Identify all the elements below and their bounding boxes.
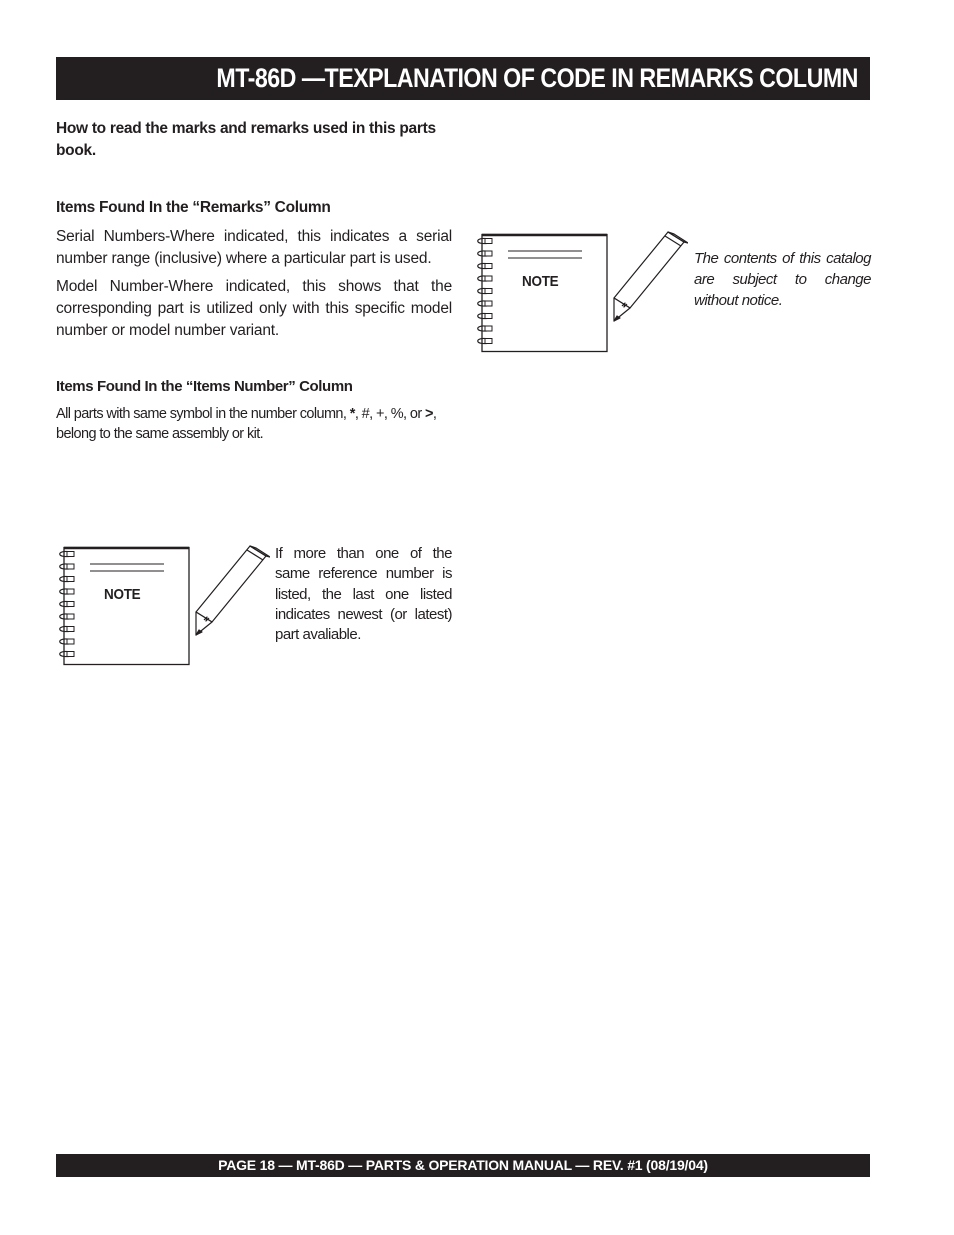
note-label: NOTE <box>104 586 141 603</box>
title-bar <box>56 57 870 100</box>
pencil-icon <box>608 228 688 328</box>
symbol-greater-than: > <box>425 406 433 422</box>
serial-number-paragraph: Serial Numbers-Where indicated, this indicates a serial number range (inclusive) where a particular part is used. <box>56 228 452 267</box>
symbol-asterisk: * <box>349 406 355 422</box>
page-title: MT-86D —TEXPLANATION OF CODE IN REMARKS COLUMN <box>216 63 858 93</box>
note-label: NOTE <box>522 273 559 290</box>
note-notebook-1 <box>474 233 608 353</box>
notebook-icon <box>56 546 190 666</box>
footer-bar <box>56 1154 870 1177</box>
note-text: If more than one of the same reference number is listed, the last one listed indicates newest (or latest) part avaliable. <box>275 545 452 644</box>
notebook-icon <box>474 233 608 353</box>
symbol-plus: + <box>376 406 384 422</box>
remarks-heading: Items Found In the “Remarks” Column <box>56 199 331 216</box>
note-notebook-2 <box>56 546 190 666</box>
pencil-icon <box>190 542 270 642</box>
symbol-hash: # <box>361 406 370 422</box>
model-number-paragraph: Model Number-Where indicated, this shows that the corresponding part is utilized only with this specific model number or model number variant. <box>56 278 452 339</box>
note-text: The contents of this catalog are subject to change without notice. <box>694 250 871 309</box>
items-number-paragraph: All parts with same symbol in the number column, *, #, +, %, or >, belong to the same assembly or kit. <box>56 406 437 442</box>
symbol-percent: % <box>390 406 404 422</box>
intro-text: How to read the marks and remarks used in this parts book. <box>56 120 436 159</box>
footer-text: PAGE 18 — MT-86D — PARTS & OPERATION MANUAL — REV. #1 (08/19/04) <box>218 1157 708 1173</box>
items-number-heading: Items Found In the “Items Number” Column <box>56 378 353 395</box>
